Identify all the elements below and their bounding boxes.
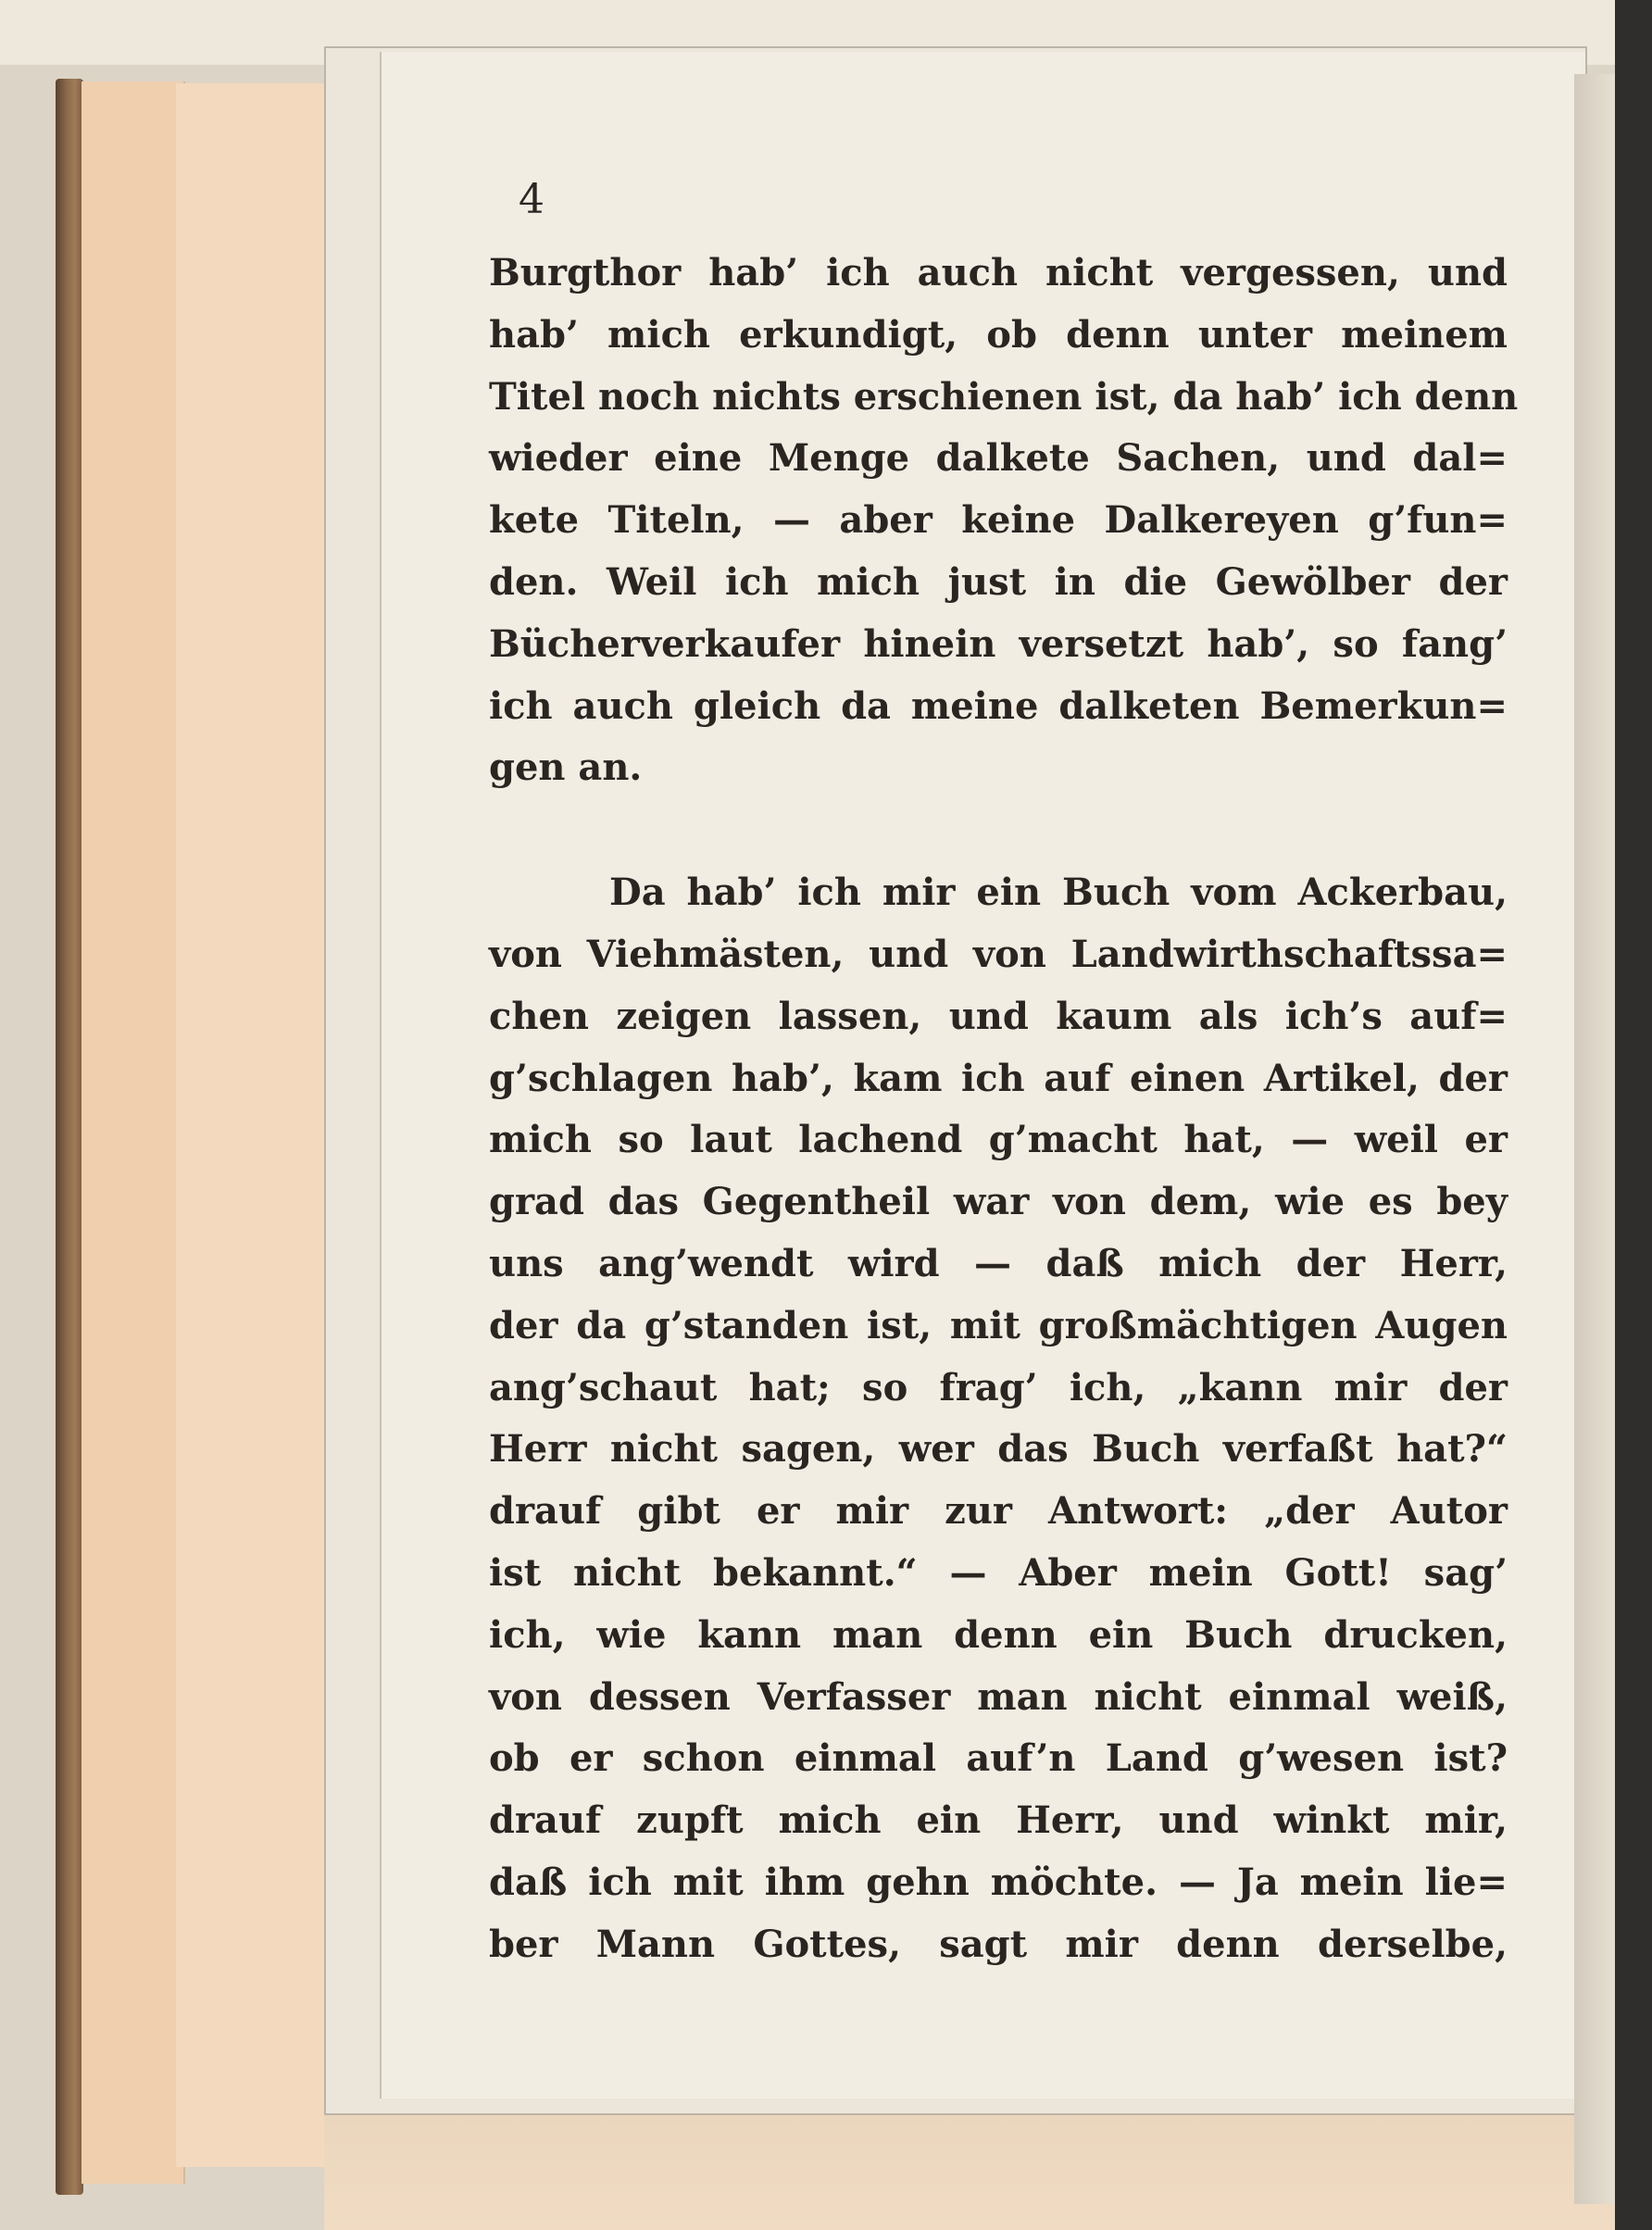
text-line: Titel noch nichts erschienen ist, da hab’ ich denn bbox=[489, 374, 1519, 419]
text-line: ich, wie kann man denn ein Buch drucken, bbox=[489, 1612, 1508, 1657]
text-line: hab’ mich erkundigt, ob denn unter meinem bbox=[489, 312, 1508, 357]
scan-background-right bbox=[1615, 0, 1652, 2230]
text-line: von Viehmästen, und von Landwirthschaftssa= bbox=[489, 932, 1508, 976]
text-line: kete Titeln, — aber keine Dalkereyen g’fun= bbox=[489, 498, 1508, 543]
text-line: ber Mann Gottes, sagt mir denn derselbe, bbox=[489, 1922, 1508, 1966]
paragraph-1 bbox=[489, 243, 1519, 799]
text-line: gen an. bbox=[489, 745, 643, 790]
text-line: ich auch gleich da meine dalketen Bemerkun= bbox=[489, 683, 1508, 728]
text-line: von dessen Verfasser man nicht einmal weiß, bbox=[489, 1674, 1508, 1719]
book-spine bbox=[56, 79, 83, 2195]
text-line: den. Weil ich mich just in die Gewölber der bbox=[489, 559, 1508, 604]
text-line: ob er schon einmal auf’n Land g’wesen ist? bbox=[489, 1736, 1508, 1781]
paragraph-2 bbox=[489, 862, 1508, 1975]
facing-page-edge bbox=[1574, 74, 1615, 2204]
page-number: 4 bbox=[519, 176, 544, 223]
paragraph-spacer bbox=[489, 799, 1508, 862]
text-line: drauf gibt er mir zur Antwort: „der Autor bbox=[489, 1489, 1508, 1534]
book-cover-board bbox=[81, 81, 185, 2184]
text-line: mich so laut lachend g’macht hat, — weil er bbox=[489, 1118, 1508, 1162]
text-line: chen zeigen lassen, und kaum als ich’s auf= bbox=[489, 994, 1508, 1038]
text-line: Herr nicht sagen, wer das Buch verfaßt hat?“ bbox=[489, 1427, 1508, 1472]
text-line: Burgthor hab’ ich auch nicht vergessen, und bbox=[489, 251, 1508, 294]
text-line: daß ich mit ihm gehn möchte. — Ja mein lie= bbox=[489, 1860, 1508, 1904]
text-line: ist nicht bekannt.“ — Aber mein Gott! sag’ bbox=[489, 1550, 1508, 1595]
text-line: der da g’standen ist, mit großmächtigen Augen bbox=[489, 1303, 1508, 1347]
text-line: wieder eine Menge dalkete Sachen, und dal= bbox=[489, 436, 1508, 481]
text-line: grad das Gegentheil war von dem, wie es bey bbox=[489, 1180, 1508, 1224]
text-line: uns ang’wendt wird — daß mich der Herr, bbox=[489, 1241, 1508, 1285]
text-line: Bücherverkaufer hinein versetzt hab’, so fang’ bbox=[489, 621, 1508, 666]
text-line: g’schlagen hab’, kam ich auf einen Artikel, der bbox=[489, 1056, 1508, 1100]
text-line: ang’schaut hat; so frag’ ich, „kann mir der bbox=[489, 1365, 1508, 1409]
text-line: drauf zupft mich ein Herr, und winkt mir, bbox=[489, 1798, 1508, 1843]
text-line: Da hab’ ich mir ein Buch vom Ackerbau, bbox=[609, 871, 1508, 915]
body-text bbox=[489, 243, 1519, 1976]
